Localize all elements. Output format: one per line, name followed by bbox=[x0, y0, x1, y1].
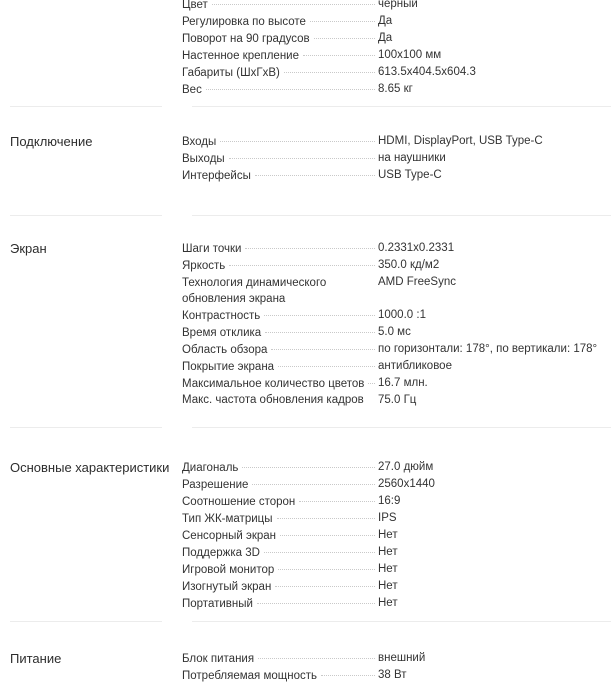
spec-value: 27.0 дюйм bbox=[378, 461, 434, 473]
dot-leader bbox=[257, 595, 375, 604]
section-divider bbox=[0, 215, 611, 216]
spec-label: Время отклика bbox=[182, 327, 262, 339]
spec-label-wrap bbox=[182, 459, 378, 476]
dot-leader bbox=[278, 561, 375, 570]
spec-value: 75.0 Гц bbox=[378, 394, 417, 406]
spec-label-wrap bbox=[182, 30, 378, 47]
spec-row bbox=[182, 240, 605, 257]
spec-label-wrap bbox=[182, 257, 378, 274]
spec-label: Покрытие экрана bbox=[182, 361, 275, 373]
dot-leader bbox=[229, 150, 375, 159]
spec-label-wrap bbox=[182, 133, 378, 150]
spec-label: Контрастность bbox=[182, 310, 261, 322]
spec-label: Входы bbox=[182, 136, 217, 148]
spec-row bbox=[182, 274, 605, 307]
section-rows bbox=[182, 459, 611, 612]
spec-label-wrap bbox=[182, 47, 378, 64]
spec-row bbox=[182, 47, 605, 64]
spec-label: Потребляемая мощность bbox=[182, 670, 317, 682]
divider-gap bbox=[162, 106, 192, 107]
spec-label-wrap bbox=[182, 493, 378, 510]
spec-value: 0.2331x0.2331 bbox=[378, 242, 455, 254]
spec-label-wrap bbox=[182, 274, 378, 307]
divider-segment-right bbox=[192, 215, 611, 216]
dot-leader bbox=[242, 459, 375, 468]
dot-leader bbox=[252, 476, 375, 485]
spec-section-screen bbox=[0, 240, 611, 408]
spec-value: 38 Вт bbox=[378, 669, 407, 681]
dot-leader bbox=[220, 133, 375, 142]
spec-value: Нет bbox=[378, 563, 398, 575]
section-rows bbox=[182, 133, 611, 184]
spec-label: Выходы bbox=[182, 153, 225, 165]
spec-value: Да bbox=[378, 15, 393, 27]
dot-leader bbox=[229, 257, 375, 266]
spec-row bbox=[182, 167, 605, 184]
dot-leader bbox=[275, 578, 375, 587]
section-title: Подключение bbox=[10, 134, 93, 149]
spec-label: Технология динамического обновления экрана bbox=[182, 277, 327, 305]
spec-value: 8.65 кг bbox=[378, 83, 413, 95]
divider-gap bbox=[162, 621, 192, 622]
spec-value: AMD FreeSync bbox=[378, 276, 456, 288]
spec-label: Разрешение bbox=[182, 479, 249, 491]
section-rows bbox=[182, 0, 611, 98]
spec-label-wrap bbox=[182, 13, 378, 30]
spec-row bbox=[182, 650, 605, 667]
spec-value: 1000.0 :1 bbox=[378, 309, 426, 321]
spec-value: 350.0 кд/м2 bbox=[378, 259, 440, 271]
dot-leader bbox=[212, 0, 375, 5]
spec-label: Соотношение сторон bbox=[182, 496, 296, 508]
spec-label-wrap bbox=[182, 81, 378, 98]
spec-row bbox=[182, 375, 605, 392]
spec-value: Нет bbox=[378, 529, 398, 541]
spec-value: Нет bbox=[378, 597, 398, 609]
spec-row bbox=[182, 561, 605, 578]
dot-leader bbox=[368, 375, 375, 384]
spec-label: Поворот на 90 градусов bbox=[182, 33, 310, 45]
dot-leader bbox=[264, 544, 375, 553]
divider-segment-right bbox=[192, 621, 611, 622]
dot-leader bbox=[284, 64, 375, 73]
spec-row bbox=[182, 527, 605, 544]
divider-segment-left bbox=[10, 106, 162, 107]
spec-label-wrap bbox=[182, 375, 378, 392]
spec-label-wrap bbox=[182, 307, 378, 324]
spec-row bbox=[182, 667, 605, 684]
section-title: Питание bbox=[10, 651, 62, 666]
spec-section-main-characteristics bbox=[0, 459, 611, 612]
dot-leader bbox=[255, 167, 375, 176]
spec-label-wrap bbox=[182, 64, 378, 81]
spec-row bbox=[182, 30, 605, 47]
spec-value: 16:9 bbox=[378, 495, 401, 507]
section-divider bbox=[0, 621, 611, 622]
spec-value: внешний bbox=[378, 652, 426, 664]
spec-label: Габариты (ШхГхВ) bbox=[182, 67, 280, 79]
spec-label-wrap bbox=[182, 578, 378, 595]
spec-row bbox=[182, 307, 605, 324]
spec-row bbox=[182, 64, 605, 81]
spec-label-wrap bbox=[182, 358, 378, 375]
spec-row bbox=[182, 578, 605, 595]
spec-label-wrap bbox=[182, 650, 378, 667]
spec-row bbox=[182, 476, 605, 493]
spec-label: Яркость bbox=[182, 260, 226, 272]
spec-label: Поддержка 3D bbox=[182, 547, 260, 559]
spec-label: Шаги точки bbox=[182, 243, 242, 255]
spec-value: 613.5x404.5x604.3 bbox=[378, 66, 476, 78]
spec-label: Вес bbox=[182, 84, 202, 96]
spec-row bbox=[182, 133, 605, 150]
spec-label-wrap bbox=[182, 240, 378, 257]
dot-leader bbox=[299, 493, 375, 502]
dot-leader bbox=[303, 47, 375, 56]
spec-label: Регулировка по высоте bbox=[182, 16, 306, 28]
section-rows bbox=[182, 650, 611, 684]
section-divider bbox=[0, 427, 611, 428]
spec-label-wrap bbox=[182, 667, 378, 684]
spec-label: Область обзора bbox=[182, 344, 268, 356]
divider-gap bbox=[162, 427, 192, 428]
spec-row bbox=[182, 459, 605, 476]
spec-row bbox=[182, 150, 605, 167]
spec-row bbox=[182, 81, 605, 98]
spec-label: Игровой монитор bbox=[182, 564, 275, 576]
spec-value: Нет bbox=[378, 546, 398, 558]
spec-label-wrap bbox=[182, 0, 378, 13]
spec-label-wrap bbox=[182, 167, 378, 184]
spec-label-wrap bbox=[182, 476, 378, 493]
dot-leader bbox=[264, 307, 375, 316]
spec-label-wrap bbox=[182, 510, 378, 527]
spec-label: Сенсорный экран bbox=[182, 530, 276, 542]
dot-leader bbox=[265, 324, 375, 333]
spec-row bbox=[182, 544, 605, 561]
spec-label: Изогнутый экран bbox=[182, 581, 272, 593]
spec-label: Диагональ bbox=[182, 462, 239, 474]
spec-value: 5.0 мс bbox=[378, 326, 411, 338]
spec-row bbox=[182, 0, 605, 13]
spec-value: на наушники bbox=[378, 152, 446, 164]
dot-leader bbox=[278, 358, 375, 367]
spec-value: 100x100 мм bbox=[378, 49, 442, 61]
spec-value: 16.7 млн. bbox=[378, 377, 428, 389]
divider-segment-right bbox=[192, 106, 611, 107]
spec-label: Портативный bbox=[182, 598, 253, 610]
spec-label-wrap bbox=[182, 544, 378, 561]
divider-segment-left bbox=[10, 621, 162, 622]
spec-value: 2560x1440 bbox=[378, 478, 435, 490]
divider-gap bbox=[162, 215, 192, 216]
spec-row bbox=[182, 510, 605, 527]
divider-segment-left bbox=[10, 215, 162, 216]
spec-row bbox=[182, 257, 605, 274]
section-rows bbox=[182, 240, 611, 408]
spec-label-wrap bbox=[182, 527, 378, 544]
spec-label: Цвет bbox=[182, 0, 208, 11]
dot-leader bbox=[321, 667, 375, 676]
dot-leader bbox=[206, 81, 375, 90]
section-title: Экран bbox=[10, 241, 47, 256]
spec-row bbox=[182, 341, 605, 358]
spec-section-design-partial bbox=[0, 0, 611, 98]
spec-value: черный bbox=[378, 0, 418, 10]
spec-value: IPS bbox=[378, 512, 397, 524]
spec-value: антибликовое bbox=[378, 360, 452, 372]
dot-leader bbox=[280, 527, 375, 536]
spec-row bbox=[182, 358, 605, 375]
spec-value: HDMI, DisplayPort, USB Type-C bbox=[378, 135, 543, 147]
dot-leader bbox=[310, 13, 375, 22]
divider-segment-right bbox=[192, 427, 611, 428]
spec-section-power bbox=[0, 650, 611, 684]
dot-leader bbox=[245, 240, 375, 249]
spec-label-wrap bbox=[182, 561, 378, 578]
divider-segment-left bbox=[10, 427, 162, 428]
spec-row bbox=[182, 493, 605, 510]
spec-value: Нет bbox=[378, 580, 398, 592]
spec-row bbox=[182, 324, 605, 341]
dot-leader bbox=[271, 341, 375, 350]
section-title: Основные характеристики bbox=[10, 460, 170, 475]
spec-label-wrap bbox=[182, 150, 378, 167]
dot-leader bbox=[277, 510, 375, 519]
spec-row bbox=[182, 13, 605, 30]
spec-label-wrap bbox=[182, 324, 378, 341]
section-divider bbox=[0, 106, 611, 107]
spec-value: USB Type-C bbox=[378, 169, 442, 181]
spec-label-wrap bbox=[182, 595, 378, 612]
dot-leader bbox=[314, 30, 375, 39]
spec-label: Тип ЖК-матрицы bbox=[182, 513, 273, 525]
spec-label: Максимальное количество цветов bbox=[182, 378, 365, 390]
spec-label-wrap bbox=[182, 341, 378, 358]
spec-row bbox=[182, 392, 605, 408]
spec-label-wrap bbox=[182, 392, 378, 408]
spec-label: Блок питания bbox=[182, 653, 255, 665]
spec-label: Настенное крепление bbox=[182, 50, 299, 62]
spec-row bbox=[182, 595, 605, 612]
spec-value: Да bbox=[378, 32, 393, 44]
spec-section-connection bbox=[0, 133, 611, 184]
dot-leader bbox=[258, 650, 375, 659]
spec-label: Интерфейсы bbox=[182, 170, 251, 182]
spec-label: Макс. частота обновления кадров bbox=[182, 394, 364, 406]
spec-value: по горизонтали: 178°, по вертикали: 178° bbox=[378, 343, 598, 355]
